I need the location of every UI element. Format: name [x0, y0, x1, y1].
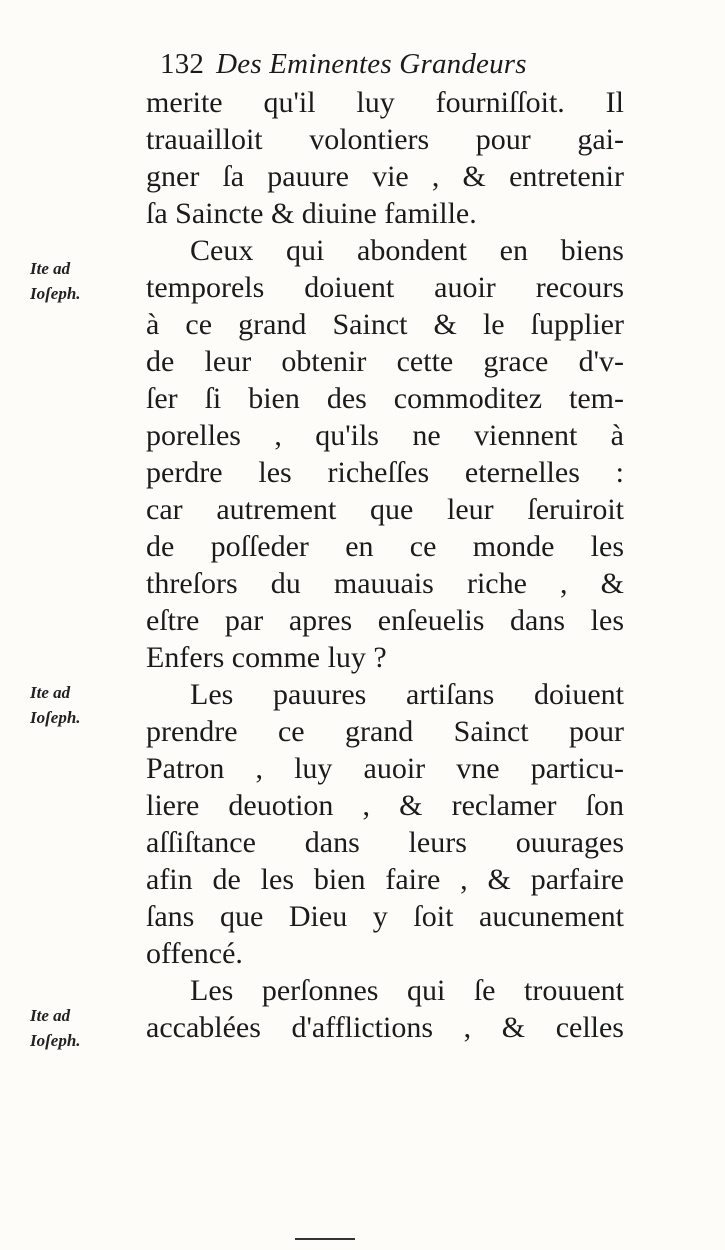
margin-note-line: Ite ad [30, 259, 71, 278]
text-line: prendre ce grand Sainct pour [146, 715, 624, 748]
text-line: à ce grand Sainct & le ſupplier [146, 308, 624, 341]
text-line: Patron , luy auoir vne particu- [146, 752, 624, 785]
text-line: de leur obtenir cette grace d'v- [146, 345, 624, 378]
margin-note-line: Ioſeph. [30, 1031, 81, 1050]
margin-note-line: Ite ad [30, 1006, 71, 1025]
text-line: Enfers comme luy ? [146, 641, 387, 674]
body-text [146, 84, 624, 1046]
text-line: threſors du mauuais riche , & [146, 567, 624, 600]
paragraph-start-line: Les pauures artiſans doiuent [190, 678, 624, 711]
text-line: merite qu'il luy fourniſſoit. Il [146, 86, 624, 119]
text-line: gner ſa pauure vie , & entretenir [146, 160, 624, 193]
text-line: afin de les bien faire , & parfaire [146, 863, 624, 896]
paragraph-start-line: Les perſonnes qui ſe trouuent [190, 974, 624, 1007]
margin-note-line: Ite ad [30, 683, 71, 702]
text-line: eſtre par apres enſeuelis dans les [146, 604, 624, 637]
text-line: temporels doiuent auoir recours [146, 271, 624, 304]
margin-note-line: Ioſeph. [30, 284, 81, 303]
text-line: de poſſeder en ce monde les [146, 530, 624, 563]
text-line: offencé. [146, 937, 243, 970]
text-line: trauailloit volontiers pour gai- [146, 123, 624, 156]
margin-note-line: Ioſeph. [30, 708, 81, 727]
running-head [160, 48, 527, 81]
text-line: accablées d'afflictions , & celles [146, 1011, 624, 1044]
text-line: porelles , qu'ils ne viennent à [146, 419, 624, 452]
running-title: Des Eminentes Grandeurs [216, 48, 527, 80]
text-line: ſer ſi bien des commoditez tem- [146, 382, 624, 415]
text-line: perdre les richeſſes eternelles : [146, 456, 624, 489]
paragraph-start-line: Ceux qui abondent en biens [190, 234, 624, 267]
text-line: ſans que Dieu y ſoit aucunement [146, 900, 624, 933]
text-line: aſſiſtance dans leurs ouurages [146, 826, 624, 859]
page-number: 132 [160, 48, 205, 80]
margin-note [30, 256, 130, 306]
text-line: car autrement que leur ſeruiroit [146, 493, 624, 526]
margin-note [30, 680, 130, 730]
text-line: liere deuotion , & reclamer ſon [146, 789, 624, 822]
text-line: ſa Saincte & diuine famille. [146, 197, 477, 230]
margin-note [30, 1003, 130, 1053]
footer-rule [295, 1238, 355, 1240]
